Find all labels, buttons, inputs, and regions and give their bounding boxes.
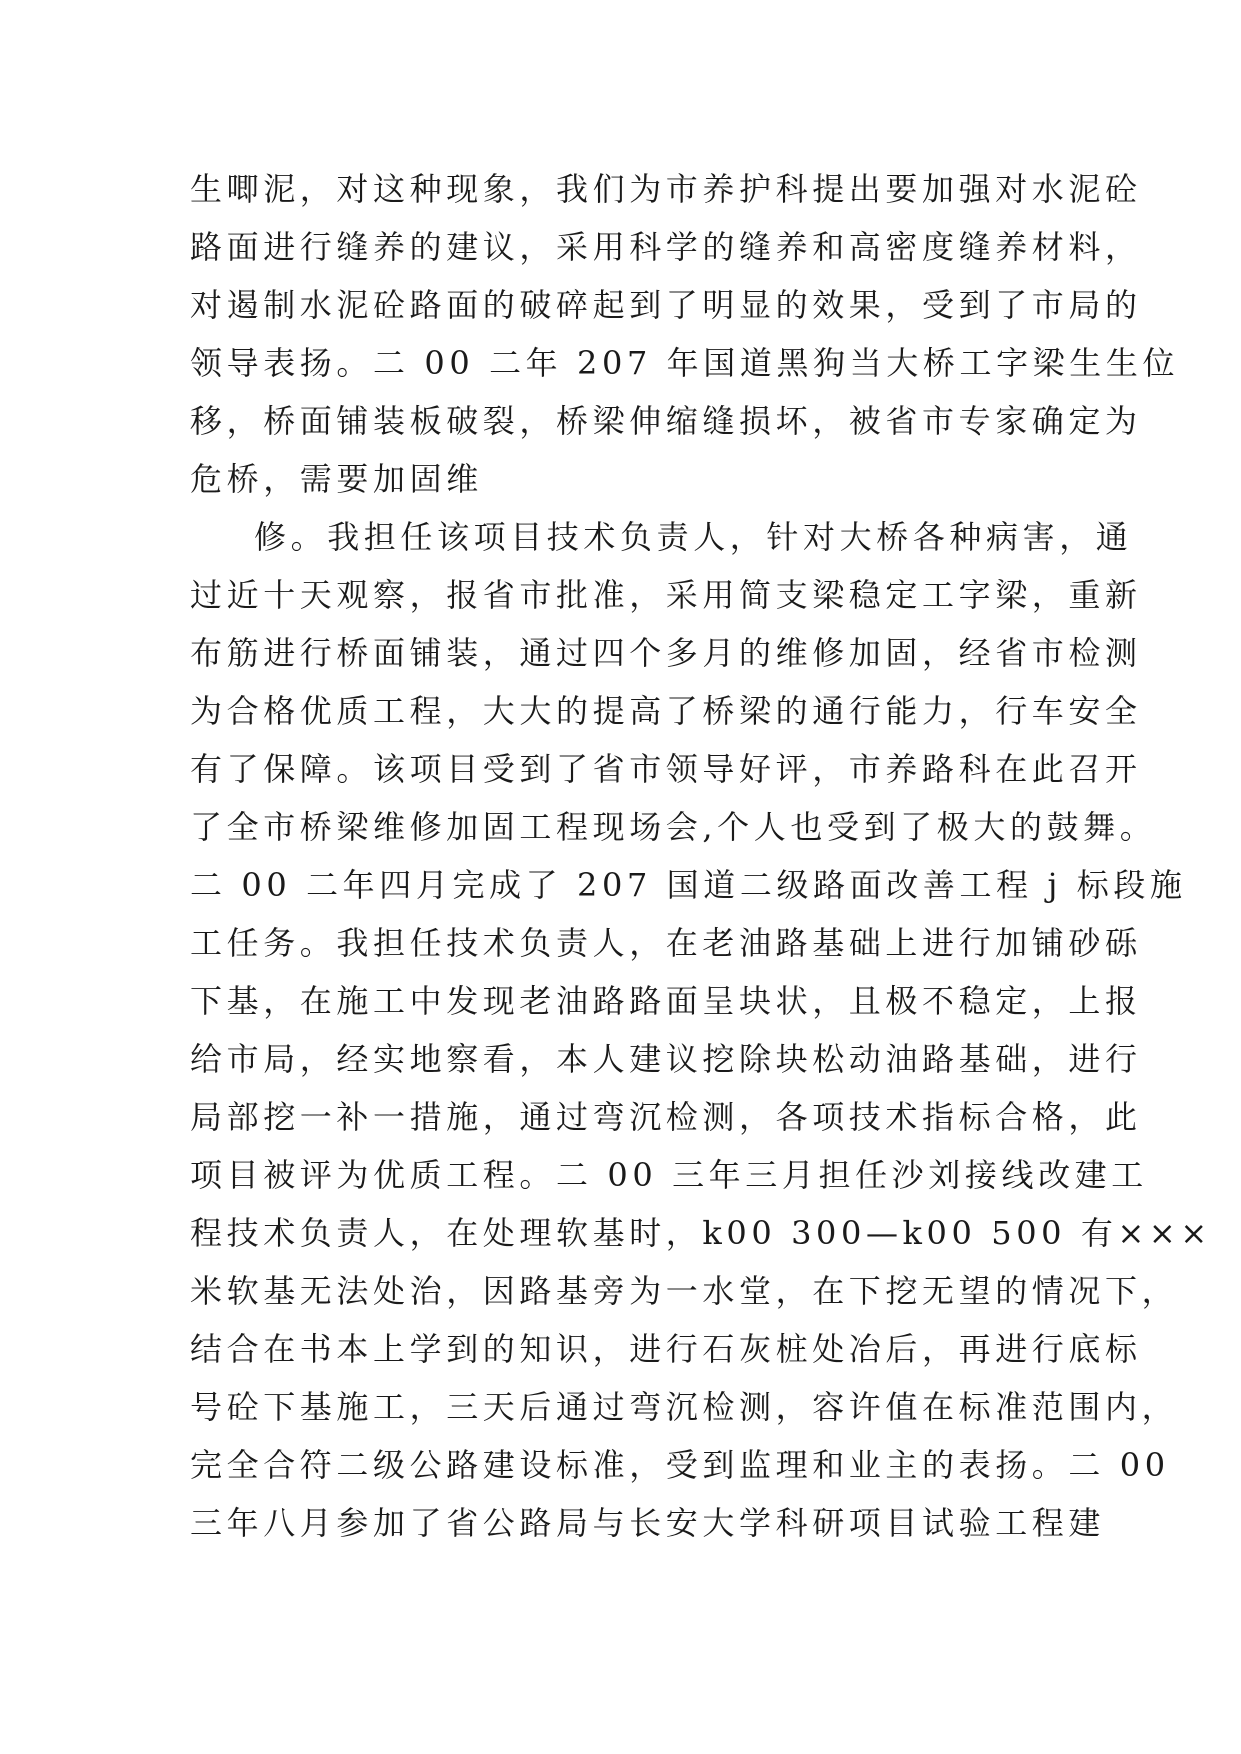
text-line: 工任务。我担任技术负责人，在老油路基础上进行加铺砂砾 — [190, 924, 1142, 962]
text-line: 为合格优质工程，大大的提高了桥梁的通行能力，行车安全 — [190, 692, 1142, 730]
text-line: 了全市桥梁维修加固工程现场会,个人也受到了极大的鼓舞。 — [190, 808, 1157, 846]
text-line: 号砼下基施工，三天后通过弯沉检测，容许值在标准范围内， — [190, 1388, 1179, 1426]
text-line: 下基，在施工中发现老油路路面呈块状，且极不稳定，上报 — [190, 982, 1142, 1020]
body-text — [190, 160, 1212, 1552]
text-line: 局部挖一补一措施，通过弯沉检测，各项技术指标合格，此 — [190, 1098, 1142, 1136]
text-line: 路面进行缝养的建议，采用科学的缝养和高密度缝养材料， — [190, 228, 1142, 266]
text-line: 二 00 二年四月完成了 207 国道二级路面改善工程 j 标段施 — [190, 866, 1187, 904]
text-line: 完全合符二级公路建设标准，受到监理和业主的表扬。二 00 — [190, 1446, 1170, 1484]
text-line: 结合在书本上学到的知识，进行石灰桩处冶后，再进行底标 — [190, 1330, 1142, 1368]
text-line: 修。我担任该项目技术负责人，针对大桥各种病害，通 — [254, 518, 1133, 556]
text-line: 米软基无法处治，因路基旁为一水堂，在下挖无望的情况下， — [190, 1272, 1179, 1310]
text-line: 程技术负责人，在处理软基时，k00 300—k00 500 有××× — [190, 1214, 1212, 1252]
text-line: 给市局，经实地察看，本人建议挖除块松动油路基础，进行 — [190, 1040, 1142, 1078]
text-line: 三年八月参加了省公路局与长安大学科研项目试验工程建 — [190, 1504, 1106, 1542]
text-line: 过近十天观察，报省市批准，采用简支梁稳定工字梁，重新 — [190, 576, 1142, 614]
text-line: 项目被评为优质工程。二 00 三年三月担任沙刘接线改建工 — [190, 1156, 1148, 1194]
text-line: 有了保障。该项目受到了省市领导好评，市养路科在此召开 — [190, 750, 1142, 788]
text-line: 移，桥面铺装板破裂，桥梁伸缩缝损坏，被省市专家确定为 — [190, 402, 1142, 440]
text-line: 对遏制水泥砼路面的破碎起到了明显的效果，受到了市局的 — [190, 286, 1142, 324]
text-line: 危桥，需要加固维 — [190, 460, 483, 498]
text-line: 布筋进行桥面铺装，通过四个多月的维修加固，经省市检测 — [190, 634, 1142, 672]
text-line: 领导表扬。二 00 二年 207 年国道黑狗当大桥工字梁生生位 — [190, 344, 1180, 382]
text-line: 生唧泥，对这种现象，我们为市养护科提出要加强对水泥砼 — [190, 170, 1142, 208]
